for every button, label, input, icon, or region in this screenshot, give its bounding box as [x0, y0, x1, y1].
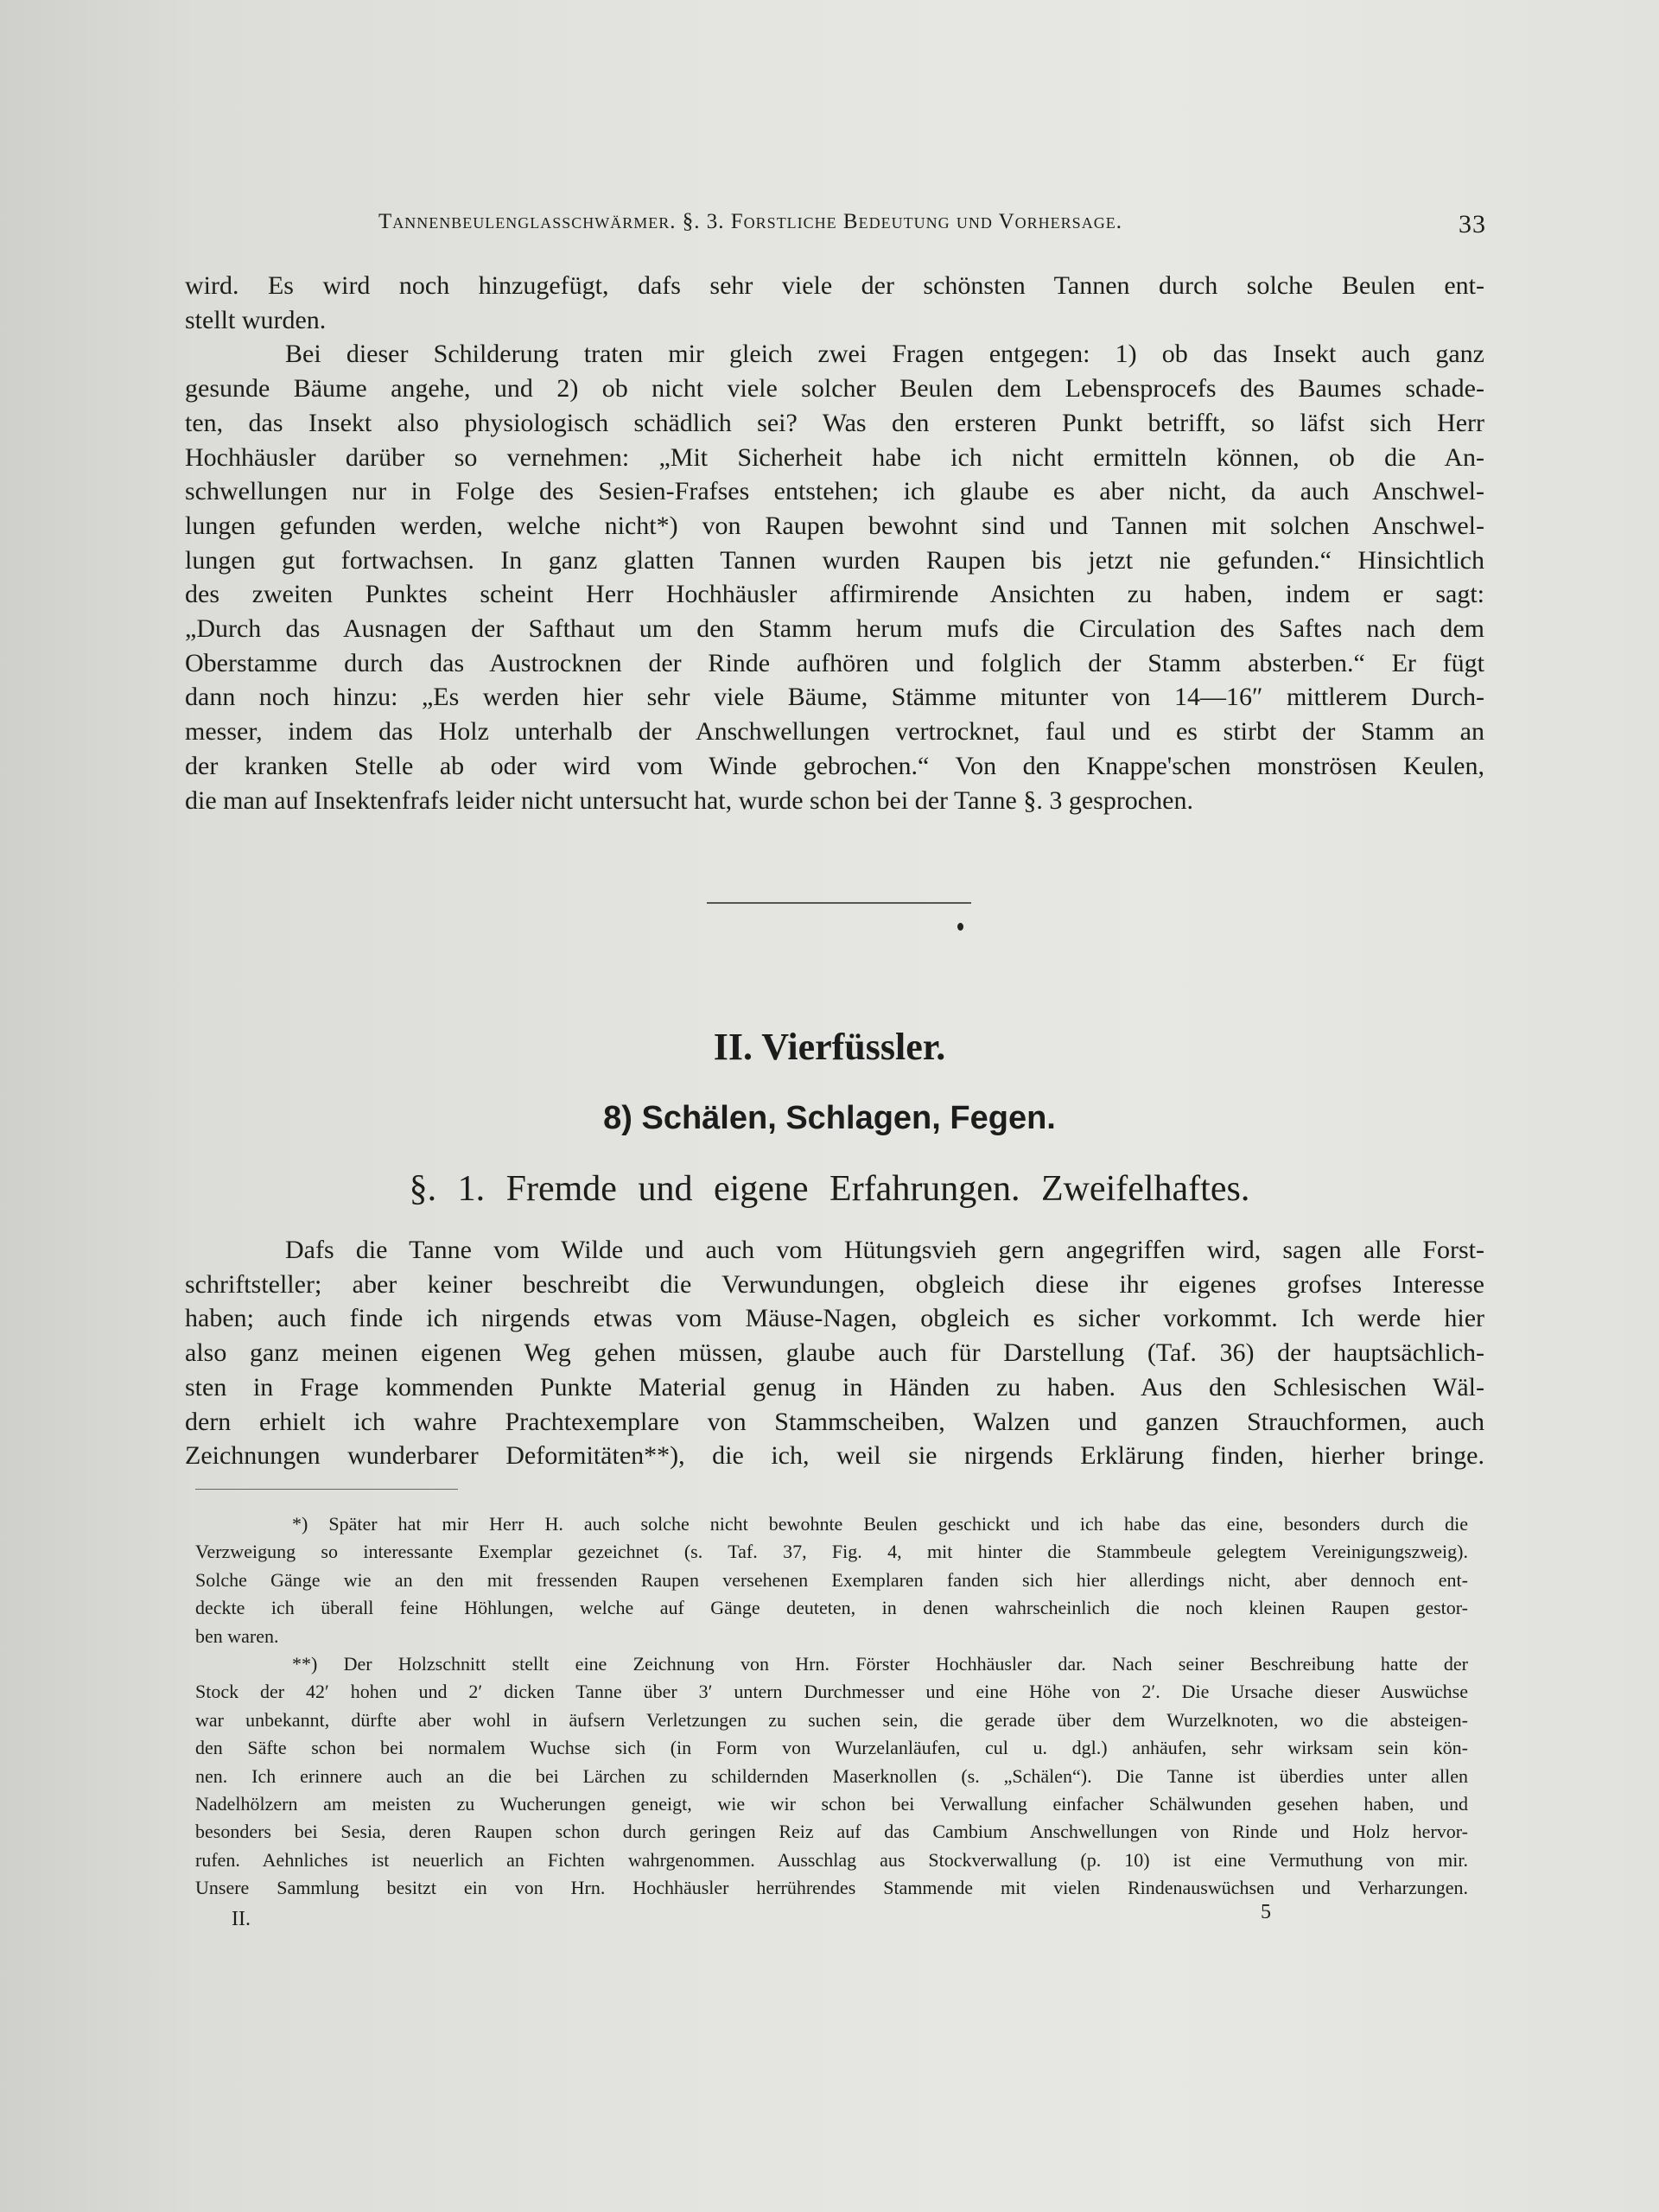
- footnote-line: Verzweigung so interessante Exemplar gezeichnet (s. Taf. 37, Fig. 4, mit hinter die Stammbeule gelegtem Vereinigungszweig).: [195, 1541, 1468, 1563]
- sheet-number: 5: [1261, 1901, 1271, 1923]
- text-line: lungen gefunden werden, welche nicht*) von Raupen bewohnt sind und Tannen mit solchen Anschwel-: [185, 511, 1484, 540]
- text-line: schriftsteller; aber keiner beschreibt die Verwundungen, obgleich diese ihr eigenes grofses Interesse: [185, 1269, 1484, 1299]
- text-line: Dafs die Tanne vom Wilde und auch vom Hütungsvieh gern angegriffen wird, sagen alle Forst-: [285, 1236, 1484, 1264]
- text-line: lungen gut fortwachsen. In ganz glatten Tannen wurden Raupen bis jetzt nie gefunden.“ Hinsichtlich: [185, 545, 1484, 575]
- footnote-line: nen. Ich erinnere auch an die bei Lärchen zu schildernden Maserknollen (s. „Schälen“). Die Tanne ist überdies unter allen: [195, 1764, 1468, 1787]
- text-line: schwellungen nur in Folge des Sesien-Frafses entstehen; ich glaube es aber nicht, da auch Anschwel-: [185, 477, 1484, 506]
- footnote-line: deckte ich überall feine Höhlungen, welche auf Gänge deuteten, in denen wahrscheinlich die noch kleinen Raupen gestor-: [195, 1597, 1468, 1619]
- text-line: Oberstamme durch das Austrocknen der Rinde aufhören und folglich der Stamm absterben.“ Er fügt: [185, 648, 1484, 677]
- footnote-line: den Säfte schon bei normalem Wuchse sich (in Form von Wurzelanläufen, cul u. dgl.) anhäufen, sehr wirksam sein kön-: [195, 1737, 1468, 1759]
- text-line: Bei dieser Schilderung traten mir gleich zwei Fragen entgegen: 1) ob das Insekt auch ganz: [285, 340, 1484, 369]
- text-line: stellt wurden.: [185, 305, 327, 334]
- text-line: gesunde Bäume angehe, und 2) ob nicht viele solcher Beulen dem Lebensprocefs des Baumes schade-: [185, 374, 1484, 404]
- text-line: „Durch das Ausnagen der Safthaut um den Stamm herum mufs die Circulation des Saftes nach dem: [185, 614, 1484, 644]
- footnote-line: Solche Gänge wie an den mit fressenden Raupen versehenen Exemplaren fanden sich hier allerdings nicht, aber dennoch ent-: [195, 1568, 1468, 1591]
- subsection-heading: §. 1. Fremde und eigene Erfahrungen. Zweifelhaftes.: [409, 1169, 1250, 1209]
- text-line: dern erhielt ich wahre Prachtexemplare von Stammscheiben, Walzen und ganzen Strauchformen, auch: [185, 1407, 1484, 1436]
- text-line: haben; auch finde ich nirgends etwas vom Mäuse-Nagen, obgleich es sicher vorkommt. Ich werde hier: [185, 1304, 1484, 1333]
- text-line: der kranken Stelle ab oder wird vom Winde gebrochen.“ Von den Knappe'schen monströsen Keulen,: [185, 751, 1484, 780]
- footnote-line: **) Der Holzschnitt stellt eine Zeichnung von Hrn. Förster Hochhäusler dar. Nach seiner Beschreibung hatte der: [292, 1653, 1468, 1675]
- signature-mark: II.: [232, 1908, 251, 1930]
- footnote-line: ben waren.: [195, 1624, 279, 1647]
- text-line: also ganz meinen eigenen Weg gehen müssen, glaube auch für Darstellung (Taf. 36) der hauptsächlich-: [185, 1338, 1484, 1368]
- top-text: [185, 269, 1484, 817]
- text-line: des zweiten Punktes scheint Herr Hochhäusler affirmirende Ansichten zu haben, indem er sagt:: [185, 580, 1484, 609]
- section-heading: 8) Schälen, Schlagen, Fegen.: [603, 1100, 1056, 1136]
- section-text: [185, 1233, 1484, 1473]
- text-line: dann noch hinzu: „Es werden hier sehr viele Bäume, Stämme mitunter von 14—16″ mittlerem Durch-: [185, 683, 1484, 712]
- text-line: die man auf Insektenfrafs leider nicht untersucht hat, wurde schon bei der Tanne §. 3 gesprochen.: [185, 785, 1193, 815]
- footnote-line: war unbekannt, dürfte aber wohl in äufsern Verletzungen zu suchen sein, die gerade über dem Wurzelknoten, wo die absteigen-: [195, 1708, 1468, 1731]
- running-header: [378, 210, 1486, 245]
- ornament-dot: [957, 923, 963, 931]
- footnote-line: rufen. Aehnliches ist neuerlich an Fichten wahrgenommen. Ausschlag aus Stockverwallung (p. 10) ist eine Vermuthung von mir.: [195, 1848, 1468, 1871]
- section-divider: [707, 902, 971, 904]
- text-line: Zeichnungen wunderbarer Deformitäten**), die ich, weil sie nirgends Erklärung finden, hierher bringe.: [185, 1441, 1484, 1471]
- footnote-line: Unsere Sammlung besitzt ein von Hrn. Hochhäusler herrührendes Stammende mit vielen Rindenauswüchsen und Verharzungen.: [195, 1877, 1468, 1899]
- text-line: ten, das Insekt also physiologisch schädlich sei? Was den ersteren Punkt betrifft, so läfst sich Herr: [185, 408, 1484, 437]
- footnote-line: Stock der 42′ hohen und 2′ dicken Tanne über 3′ untern Durchmesser und eine Höhe von 2′. Die Ursache dieser Auswüchse: [195, 1681, 1468, 1703]
- footnote-line: *) Später hat mir Herr H. auch solche nicht bewohnte Beulen geschickt und ich habe das eine, besonders durch die: [292, 1513, 1468, 1535]
- running-title: Tannenbeulenglasschwärmer. §. 3. Forstliche Bedeutung und Vorhersage.: [378, 210, 1122, 233]
- page-number: 33: [1459, 210, 1486, 238]
- text-line: wird. Es wird noch hinzugefügt, dafs sehr viele der schönsten Tannen durch solche Beulen ent-: [185, 271, 1484, 300]
- footnote-line: besonders bei Sesia, deren Raupen schon durch geringen Reiz auf das Cambium Anschwellungen von Rinde und Holz hervor-: [195, 1821, 1468, 1843]
- footnote-line: Nadelhölzern am meisten zu Wucherungen geneigt, wie wir schon bei Verwallung einfacher Schälwunden gesehen haben, und: [195, 1793, 1468, 1815]
- text-line: sten in Frage kommenden Punkte Material genug in Händen zu haben. Aus den Schlesischen Wäl-: [185, 1372, 1484, 1402]
- text-line: messer, indem das Holz unterhalb der Anschwellungen vertrocknet, faul und es stirbt der Stamm an: [185, 717, 1484, 747]
- footnotes: [195, 1510, 1468, 1903]
- chapter-heading: II. Vierfüssler.: [713, 1026, 946, 1068]
- footnote-rule: [195, 1489, 458, 1490]
- text-line: Hochhäusler darüber so vernehmen: „Mit Sicherheit habe ich nicht ermitteln können, ob die An-: [185, 442, 1484, 472]
